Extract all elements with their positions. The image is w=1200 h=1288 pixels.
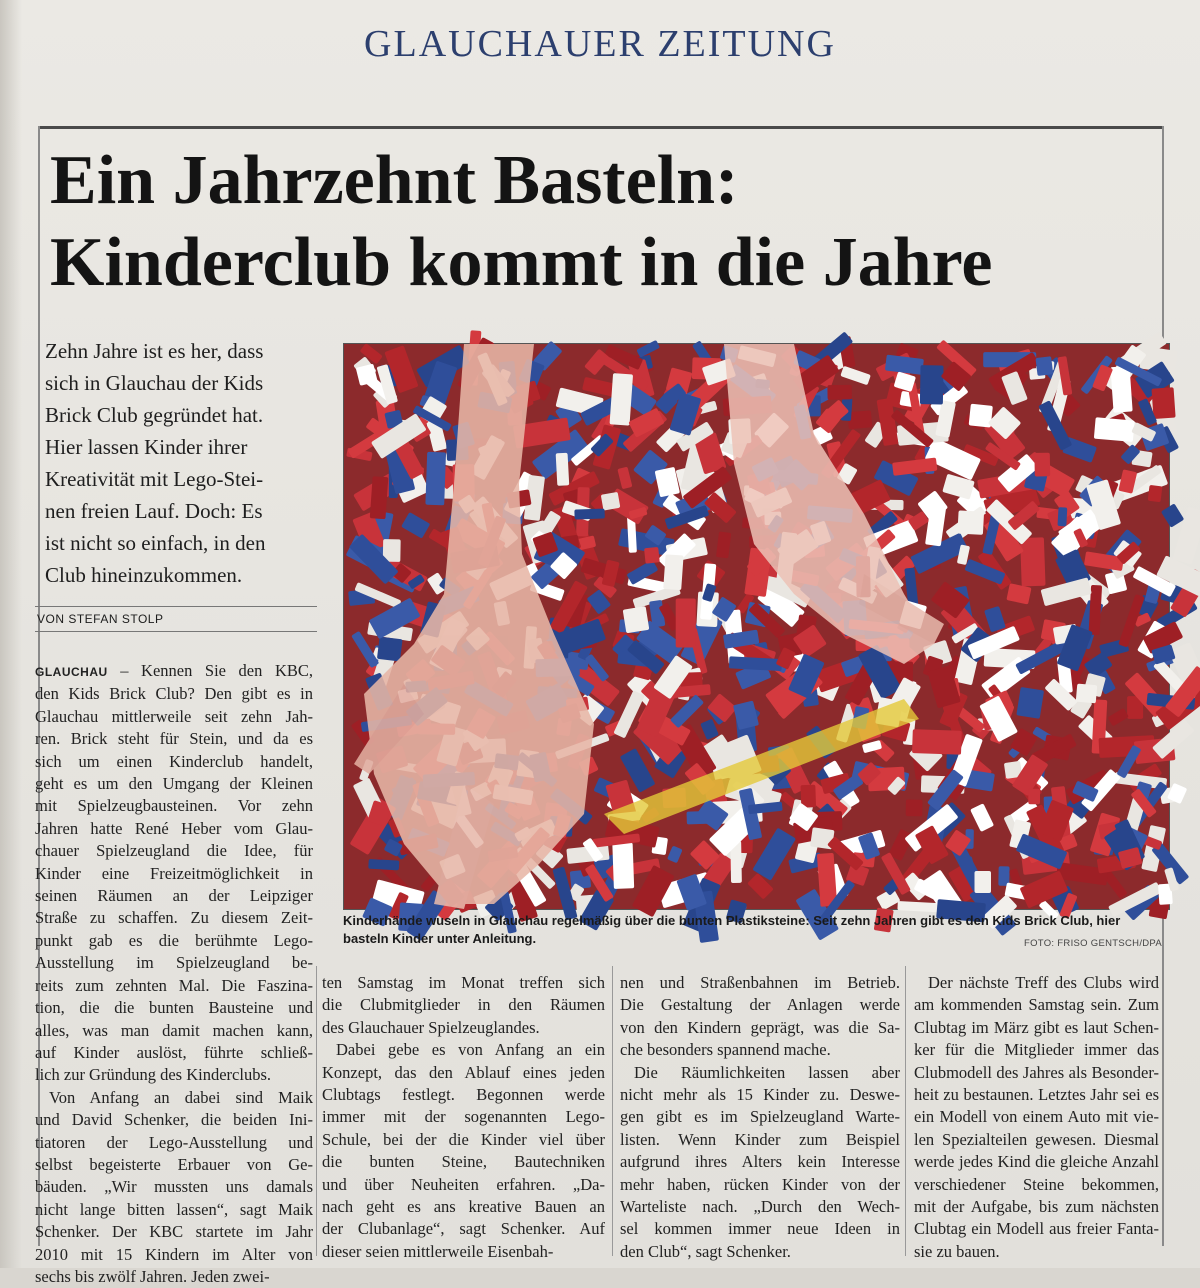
lego-brick: [957, 510, 984, 535]
body-line: bäuden. „Wir mussten uns damals: [35, 1177, 313, 1197]
body-column-4: [914, 972, 1159, 1263]
body-line: Warteliste nach. „Durch den Wech-: [620, 1197, 900, 1217]
body-line: und über Neuheiten erfahren. „Da-: [322, 1174, 605, 1194]
lego-brick: [676, 599, 696, 648]
article-headline: [50, 140, 1160, 304]
lead-line: Kreativität mit Lego-Stei-: [45, 467, 264, 491]
lego-brick: [1148, 485, 1163, 502]
body-line: gen gibt es im Spielzeugland Warte-: [620, 1107, 900, 1127]
body-line: Die Gestaltung der Anlagen werde: [620, 995, 900, 1015]
body-line: tiatoren der Lego-Ausstellung und: [35, 1132, 313, 1152]
body-line: Die Räumlichkeiten lassen aber: [634, 1062, 900, 1082]
body-line: werde jedes Kind die gleiche Anzahl: [914, 1152, 1159, 1172]
lead-line: Hier lassen Kinder ihrer: [45, 435, 248, 459]
lego-brick: [1028, 789, 1040, 804]
body-line: und David Schenker, die beiden Ini-: [35, 1110, 313, 1130]
body-line: selbst begeisterte Erbauer von Ge-: [35, 1154, 313, 1174]
body-line: heit zu bestaunen. Letztes Jahr sei es: [914, 1085, 1159, 1105]
lego-brick: [1035, 356, 1053, 376]
body-line: Clubtags festlegt. Begonnen werde: [322, 1085, 605, 1105]
body-line: die Clubmitglieder in den Räumen: [322, 995, 605, 1015]
body-line: tion, die die bunten Bausteine und: [35, 998, 313, 1018]
lego-brick: [556, 453, 570, 486]
lead-line: Zehn Jahre ist es her, dass: [45, 339, 264, 363]
body-line: 2010 mit 15 Kindern im Alter von: [35, 1244, 313, 1264]
lego-brick: [377, 637, 403, 662]
body-line: seinen Räumen an der Leipziger: [35, 886, 313, 906]
body-line: GLAUCHAU – Kennen Sie den KBC,: [35, 661, 313, 680]
body-line: sechs bis zwölf Jahren. Jeden zwei-: [35, 1266, 270, 1286]
lego-brick: [1094, 417, 1135, 442]
dateline: GLAUCHAU: [35, 665, 108, 679]
body-line: alles, was man damit machen kann,: [35, 1020, 313, 1040]
photo-caption: Kinderhände wuseln in Glauchau regelmäßig über die bunten Plastiksteine: Seit zehn Jahren gibt es den Kids Brick Club, hier basteln Kinder unter Anleitung.: [343, 913, 1121, 946]
body-line: den Kids Brick Club? Den gibt es in: [35, 684, 313, 704]
body-line: immer mit der sogenannten Lego-: [322, 1107, 605, 1127]
body-line: mehr haben, rücken Kinder von der: [620, 1174, 900, 1194]
body-line: Glauchau mittlerweile seit zehn Jah-: [35, 706, 313, 726]
lego-brick: [975, 871, 992, 893]
lego-brick: [912, 729, 962, 755]
body-line: ein Modell von einem Auto mit vie-: [914, 1107, 1159, 1127]
body-line: Kinder eine Freizeitmöglichkeit in: [35, 863, 313, 883]
lego-brick: [425, 452, 446, 506]
body-line: aufgrund ihres Alters kein Interesse: [620, 1152, 900, 1172]
body-line: nicht lange bitten lassen“, sagt Maik: [35, 1199, 313, 1219]
lego-brick: [623, 606, 650, 633]
page-edge-shadow: [0, 0, 22, 1268]
article-byline: VON STEFAN STOLP: [35, 606, 317, 632]
lego-brick: [612, 843, 634, 889]
photo-credit: FOTO: FRISO GENTSCH/DPA: [1024, 938, 1162, 949]
body-line: Straße zu schaffen. Zu diesem Zeit-: [35, 908, 313, 928]
body-line: ren. Brick steht für Stein, und da es: [35, 729, 313, 749]
body-line: verschiedener Steine bekommen,: [914, 1174, 1159, 1194]
lego-brick: [368, 859, 399, 870]
lego-brick: [370, 476, 389, 519]
body-column-3: [620, 972, 900, 1263]
body-line: mit der Aufgabe, bis zum nächsten: [914, 1197, 1159, 1217]
lego-brick: [601, 492, 621, 511]
body-line: am kommenden Samstag sein. Zum: [914, 995, 1159, 1015]
body-line: nach geht es ans kreative Bauen an: [322, 1197, 605, 1217]
body-line: Schule, bei der die Kinder viel über: [322, 1129, 605, 1149]
body-line: die bunten Steine, Bautechniken: [322, 1152, 605, 1172]
body-line: Dabei gebe es von Anfang an ein: [336, 1040, 605, 1060]
headline-line-1: Ein Jahrzehnt Basteln:: [50, 142, 739, 219]
body-line: punkt gab es die berühmte Lego-: [35, 930, 313, 950]
body-line: chauer Spielzeugland die Idee, für: [35, 841, 313, 861]
body-line: reits zum zehnten Mal. Die Faszina-: [35, 975, 313, 995]
article-lead: [45, 335, 310, 591]
lego-brick: [1058, 507, 1068, 526]
body-line: geht es um den Umgang der Kleinen: [35, 774, 313, 794]
body-line: Von Anfang an dabei sind Maik: [49, 1087, 313, 1107]
lego-brick: [906, 799, 923, 816]
body-line: lich zur Gründung des Kinderclubs.: [35, 1065, 271, 1085]
headline-line-2: Kinderclub kommt in die Jahre: [50, 224, 993, 301]
body-line: Clubmodell des Jahres als Besonder-: [914, 1062, 1159, 1082]
body-line: sel kommen immer neue Ideen in: [620, 1219, 900, 1239]
column-rule: [905, 966, 906, 1256]
lego-brick: [663, 554, 683, 590]
body-line: auf Kinder auslöst, führte schließ-: [35, 1042, 313, 1062]
body-line: des Glauchauer Spielzeuglandes.: [322, 1017, 540, 1037]
lego-brick: [644, 547, 660, 564]
lego-brick: [920, 365, 944, 404]
column-rule: [612, 966, 613, 1256]
body-line: che besonders spannend mache.: [620, 1040, 831, 1060]
lead-line: sich in Glauchau der Kids: [45, 371, 264, 395]
lego-brick: [1076, 684, 1098, 704]
lead-line: nen freien Lauf. Doch: Es: [45, 499, 263, 523]
lego-brick: [1016, 687, 1044, 719]
lego-brick: [827, 385, 852, 400]
top-rule: [38, 126, 1163, 129]
lead-line: Club hineinzukommen.: [45, 563, 243, 587]
lego-bricks-photo: [343, 343, 1170, 910]
lego-brick: [1034, 453, 1050, 477]
body-line: ker für die Mitglieder immer das: [914, 1040, 1159, 1060]
body-line: Konzept, das den Ablauf eines jeden: [322, 1062, 605, 1082]
body-line: der Clubanlage“, sagt Schenker. Auf: [322, 1219, 605, 1239]
newspaper-masthead: GLAUCHAUER ZEITUNG: [364, 23, 836, 65]
body-line: nicht mehr als 15 Kinder zu. Deswe-: [620, 1085, 900, 1105]
body-line: dieser seien mittlerweile Eisenbah-: [322, 1241, 554, 1261]
body-line: ten Samstag im Monat treffen sich: [322, 973, 605, 992]
lego-brick: [1020, 537, 1045, 586]
lego-brick: [1110, 366, 1132, 413]
lego-brick: [574, 509, 605, 520]
body-line: mit Spielzeugbausteinen. Vor zehn: [35, 796, 313, 816]
lead-line: ist nicht so einfach, in den: [45, 531, 266, 555]
lego-brick: [610, 373, 634, 425]
body-line: Clubtag ein Modell aus freier Fanta-: [914, 1219, 1159, 1239]
body-line: listen. Wenn Kinder zum Beispiel: [620, 1129, 900, 1149]
body-line: den Club“, sagt Schenker.: [620, 1241, 791, 1261]
body-line: von den Kindern geprägt, was die Sa-: [620, 1017, 900, 1037]
lead-line: Brick Club gegründet hat.: [45, 403, 264, 427]
body-column-1: [35, 660, 313, 1288]
body-line: Schenker. Der KBC startete im Jahr: [35, 1222, 313, 1242]
body-column-2: [322, 972, 605, 1263]
body-line: Clubtag im März gibt es laut Schen-: [914, 1017, 1159, 1037]
body-line: Ausstellung im Spielzeugland be-: [35, 953, 313, 973]
body-line: sie zu bauen.: [914, 1241, 1000, 1261]
body-line: sich um einen Kinderclub handelt,: [35, 751, 313, 771]
lego-brick: [801, 785, 817, 808]
body-line: len Spezialteilen gewesen. Diesmal: [914, 1129, 1159, 1149]
column-rule: [316, 966, 317, 1256]
body-line: nen und Straßenbahnen im Betrieb.: [620, 973, 900, 992]
body-line: Der nächste Treff des Clubs wird: [928, 973, 1159, 992]
lego-brick: [1151, 387, 1175, 419]
body-line: Jahren hatte René Heber vom Glau-: [35, 818, 313, 838]
